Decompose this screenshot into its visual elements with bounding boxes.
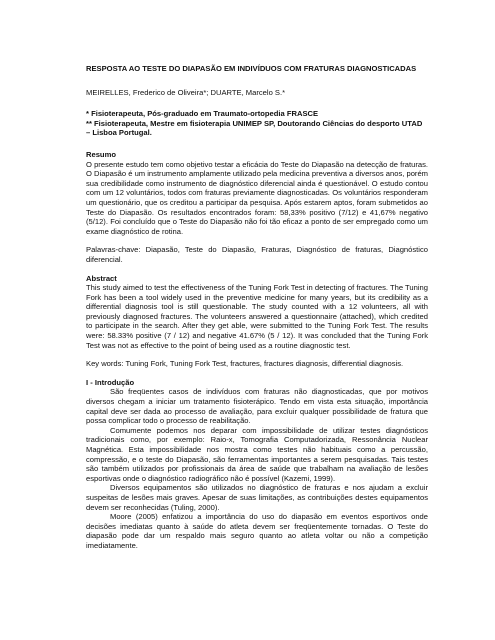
intro-heading: I - Introdução — [86, 377, 135, 387]
abstract-text: This study aimed to test the effectiveness of the Tuning Fork Test in detecting of fractures. The Tuning Fork has been a tool widely used in the preventive medicine for many years, but its credibility as a differential diagnosis tool is still questionable. The study counted with a 12 volunteers, all with previously diagnosed fractures. The volunteers answered a questionnaire (attached), which credited to participate in the search. After they get able, were submitted to the Tuning Fork Test. The results were: 58.33% positive (7 / 12) and negative 41.67% (5 / 12). It was concluded that the Tuning Fork Test was not as effective to the point of being used as a routine diagnostic test. — [86, 283, 428, 350]
abstract-keywords: Key words: Tuning Fork, Tuning Fork Test, fractures, fractures diagnosis, differential diagnosis. — [86, 359, 404, 369]
author-line: MEIRELLES, Frederico de Oliveira*; DUARTE, Marcelo S.* — [86, 87, 286, 97]
affiliation-2: ** Fisioterapeuta, Mestre em fisioterapia UNIMEP SP, Doutorando Ciências do desporto UTAD – Lisboa Portugal. — [86, 118, 423, 138]
affiliation-1: * Fisioterapeuta, Pós-graduado em Traumato-ortopedia FRASCE — [86, 109, 319, 119]
resumo-keywords: Palavras-chave: Diapasão, Teste do Diapasão, Fraturas, Diagnóstico de fraturas, Diagnóstico diferencial. — [86, 245, 428, 264]
intro-paragraph: Moore (2005) enfatizou a importância do uso do diapasão em eventos esportivos onde decisões imediatas quanto à saúde do atleta devem ser freqüentemente tornadas. O Teste do diapasão pode dar um respaldo mais seguro quanto ao atleta voltar ou não a competição imediatamente. — [86, 512, 428, 550]
abstract-heading: Abstract — [86, 273, 117, 283]
intro-paragraph: Comumente podemos nos deparar com impossibilidade de utilizar testes diagnósticos tradicionais como, por exemplo: Raio-x, Tomografia Computadorizada, Ressonância Nuclear Magnética. Esta impossibilidade nos mostra como testes não habituais como a percussão, compressão, e o teste do Diapasão, são ferramentas importantes a serem pesquisadas. Tais testes são também utilizados por profissionais da área de saúde que trabalham na avaliação de lesões esportivas onde o diagnóstico radiográfico não é possível (Kazemi, 1999). — [86, 425, 428, 483]
paper-title: RESPOSTA AO TESTE DO DIAPASÃO EM INDIVÍDUOS COM FRATURAS DIAGNOSTICADAS — [86, 64, 417, 73]
affiliations — [86, 109, 428, 138]
document-page — [86, 64, 428, 551]
resumo-heading: Resumo — [86, 149, 116, 159]
intro-paragraph: São freqüentes casos de indivíduos com fraturas não diagnosticadas, que por motivos diversos chegam a iniciar um tratamento fisioterápico. Tendo em vista esta situação, importância capital deve ser dada ao processo de avaliação, para excluir qualquer possibilidade de fratura que possa complicar todo o processo de reabilitação. — [86, 387, 428, 426]
intro-paragraph: Diversos equipamentos são utilizados no diagnóstico de fraturas e nos ajudam a excluir suspeitas de lesões mais graves. Apesar de suas limitações, as contribuições destes equipamentos devem ser reconhecidas (Tuling, 2000). — [86, 483, 428, 512]
resumo-text: O presente estudo tem como objetivo testar a eficácia do Teste do Diapasão na detecção de fraturas. O Diapasão é um instrumento amplamente utilizado pela medicina preventiva a diversos anos, porém sua credibilidade como instrumento de diagnóstico diferencial ainda é questionável. O estudo contou com um 12 voluntários, todos com fraturas previamente diagnosticadas. Os voluntários responderam um questionário, que os creditou a participar da pesquisa. Após estarem aptos, foram submetidos ao Teste do Diapasão. Os resultados encontrados foram: 58,33% positivo (7/12) e 41,67% negativo (5/12). Foi concluído que o Teste do Diapasão não foi tão eficaz a ponto de ser empregado como um exame diagnóstico de rotina. — [86, 159, 428, 236]
